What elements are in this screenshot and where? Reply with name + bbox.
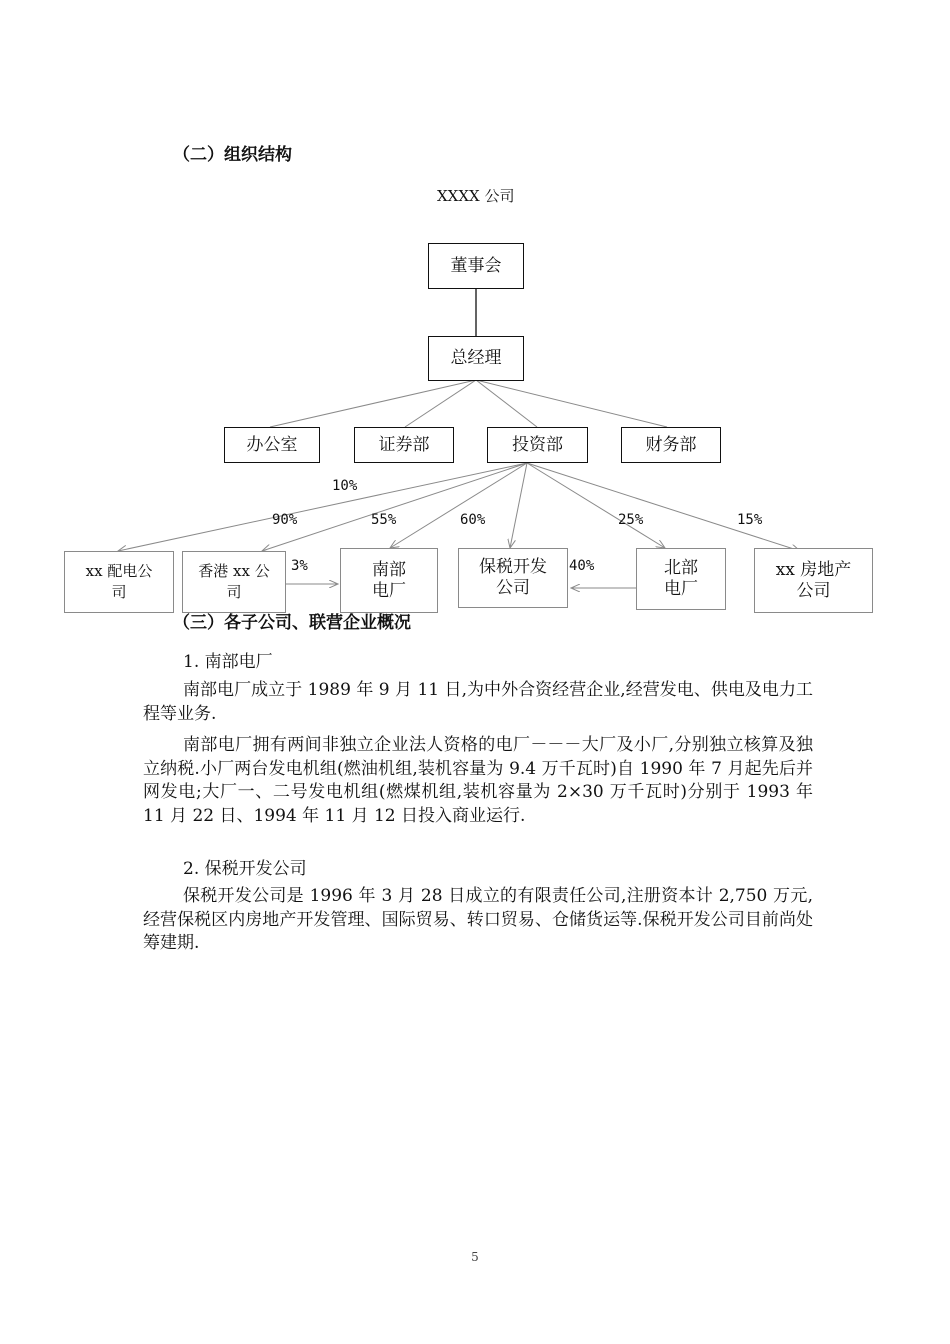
stake-label-40: 40% — [569, 558, 595, 574]
stake-label-3: 3% — [291, 558, 308, 574]
connector-invest-xxpower — [118, 463, 527, 551]
node-securities-dept: 证券部 — [354, 427, 454, 463]
connector-invest-bonded — [510, 463, 527, 548]
connector-gm-finance — [476, 380, 667, 427]
org-chart-connectors — [0, 0, 950, 640]
node-hongkong-xx-co: 香港 xx 公 司 — [182, 551, 286, 613]
org-chart-title: XXXX 公司 — [437, 187, 515, 205]
section-heading-org-structure: （二）组织结构 — [173, 145, 292, 165]
node-south-power-plant: 南部 电厂 — [340, 548, 438, 613]
subsection-title-bonded-dev: 2. 保税开发公司 — [183, 859, 307, 879]
connector-invest-south — [390, 463, 527, 548]
page-number: 5 — [471, 1250, 479, 1264]
connector-gm-securities — [405, 380, 476, 427]
subsection-body-south-plant — [143, 679, 813, 836]
paragraph-bonded-dev: 保税开发公司是 1996 年 3 月 28 日成立的有限责任公司,注册资本计 2,750 万元,经营保税区内房地产开发管理、国际贸易、转口贸易、仓储货运等.保税开发公司目前尚处筹建期. — [143, 886, 813, 953]
node-general-manager: 总经理 — [428, 336, 524, 381]
node-investment-dept: 投资部 — [487, 427, 588, 463]
subsection-body-bonded-dev — [143, 885, 813, 964]
org-chart — [0, 0, 950, 640]
section-heading-subsidiaries: （三）各子公司、联营企业概况 — [173, 613, 411, 633]
node-finance-dept: 财务部 — [621, 427, 721, 463]
stake-label-15: 15% — [737, 512, 763, 528]
node-xx-real-estate-co: xx 房地产 公司 — [754, 548, 873, 613]
stake-label-55: 55% — [371, 512, 397, 528]
node-board: 董事会 — [428, 243, 524, 289]
stake-label-25: 25% — [618, 512, 644, 528]
paragraph-south-plant-details: 南部电厂拥有两间非独立企业法人资格的电厂－－－大厂及小厂,分别独立核算及独立纳税.小厂两台发电机组(燃油机组,装机容量为 9.4 万千瓦时)自 1990 年 7 月起先后并网发电;大厂一、二号发电机组(燃煤机组,装机容量为 2×30 万千瓦时)分别于 1993 年 11 月 22 日、1994 年 11 月 12 日投入商业运行. — [143, 735, 813, 826]
paragraph-south-plant-intro: 南部电厂成立于 1989 年 9 月 11 日,为中外合资经营企业,经营发电、供电及电力工程等业务. — [143, 680, 813, 724]
connector-invest-hkxx — [262, 463, 527, 551]
stake-label-60: 60% — [460, 512, 486, 528]
connector-invest-realestate — [527, 463, 800, 551]
connector-gm-office — [270, 380, 476, 427]
node-xx-power-distribution-co: xx 配电公 司 — [64, 551, 174, 613]
node-north-power-plant: 北部 电厂 — [636, 548, 726, 610]
connector-invest-north — [527, 463, 665, 548]
node-bonded-development-co: 保税开发 公司 — [458, 548, 568, 608]
stake-label-90: 90% — [272, 512, 298, 528]
subsection-title-south-plant: 1. 南部电厂 — [183, 652, 273, 672]
node-office: 办公室 — [224, 427, 320, 463]
stake-label-10: 10% — [332, 478, 358, 494]
